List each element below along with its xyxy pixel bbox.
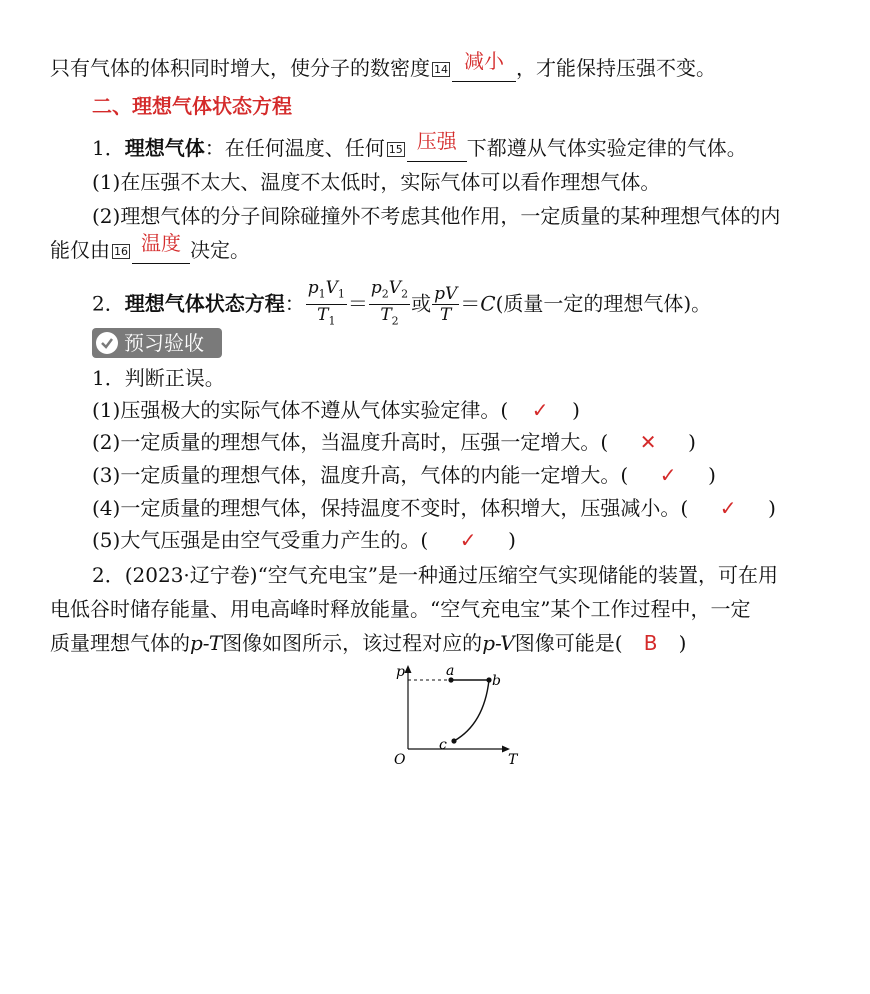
answer-blank (132, 231, 190, 264)
text: ) (508, 528, 516, 552)
q1-item (92, 526, 516, 554)
q1-title: 1．判断正误。 (92, 366, 225, 390)
text: (5)大气压强是由空气受重力产生的。( (92, 528, 429, 552)
text: (1)压强极大的实际气体不遵从气体实验定律。( (92, 398, 509, 422)
text: (2)一定质量的理想气体，当温度升高时，压强一定增大。( (92, 430, 609, 454)
item1-sub1: (1)在压强不太大、温度不太低时，实际气体可以看作理想气体。 (92, 170, 661, 194)
graph-type: p-T (190, 631, 223, 655)
text: 能仅由 (50, 238, 110, 262)
origin-label: O (394, 752, 406, 768)
tag-label: 预习验收 (124, 331, 204, 355)
point-b (486, 677, 491, 682)
blank-number: 14 (434, 63, 448, 76)
text: ) (708, 463, 716, 487)
q1-item (92, 461, 716, 489)
term: 理想气体状态方程 (124, 291, 285, 316)
judgement-mark: ✓ (459, 528, 477, 552)
text: ) (688, 430, 696, 454)
curve-bc (454, 680, 489, 741)
text: 只有气体的体积同时增大，使分子的数密度 (50, 56, 430, 80)
text: 图像如图所示，该过程对应的 (222, 631, 483, 655)
q1-item (92, 494, 776, 522)
answer-text: 减小 (464, 49, 504, 73)
answer-text: 温度 (141, 231, 181, 255)
text: ) (572, 398, 580, 422)
text: 下都遵从气体实验定律的气体。 (466, 136, 747, 160)
text: ) (678, 631, 687, 655)
fraction-p2v2-t2: $\frac{p_2V_2}{T_2}$ (370, 278, 409, 328)
fraction-p1v1-t1: $\frac{p_1V_1}{T_1}$ (307, 278, 345, 328)
text: (4)一定质量的理想气体，保持温度不变时，体积增大，压强减小。( (92, 496, 689, 520)
answer-blank (452, 49, 516, 82)
answer-choice: B (643, 631, 658, 655)
item1-sub2a: (2)理想气体的分子间除碰撞外不考虑其他作用，一定质量的某种理想气体的内 (92, 204, 781, 228)
fraction-pv-t: $\frac{pV}{T}$ (434, 284, 458, 326)
equals-sign: ＝ (460, 291, 481, 316)
text: 决定。 (190, 238, 250, 262)
line-density (50, 49, 716, 82)
p-t-graph (388, 660, 528, 770)
c-label: c (439, 737, 447, 753)
t-label: T (508, 752, 518, 768)
text: ) (768, 496, 776, 520)
judgement-mark: ✓ (531, 398, 549, 422)
term: 理想气体 (124, 136, 205, 160)
constant: C (480, 291, 496, 316)
text: 2． (92, 291, 125, 316)
judgement-mark: ✓ (719, 496, 737, 520)
p-label: p (396, 664, 405, 680)
answer-text: 压强 (416, 129, 457, 153)
blank-number: 15 (388, 143, 403, 156)
text: 图像可能是( (514, 631, 623, 655)
q2-line1: 2．(2023·辽宁卷)“空气充电宝”是一种通过压缩空气实现储能的装置，可在用 (92, 563, 779, 587)
p-axis-arrow (405, 665, 412, 673)
answer-blank (407, 129, 467, 162)
equals-sign: ＝ (347, 291, 368, 316)
section-title: 二、理想气体状态方程 (92, 94, 292, 118)
text: ，才能保持压强不变。 (516, 56, 716, 80)
q1-item (92, 396, 580, 424)
b-label: b (492, 673, 501, 689)
point-c (451, 738, 456, 743)
check-circle-icon (96, 332, 118, 354)
q2-line3 (50, 629, 686, 657)
q2-line2: 电低谷时储存能量、用电高峰时释放能量。“空气充电宝”某个工作过程中，一定 (50, 597, 751, 621)
item1-sub2b (50, 231, 250, 264)
blank-number: 16 (114, 245, 128, 258)
text: ：在任何温度、任何 (204, 136, 385, 160)
judgement-mark: ✓ (659, 463, 677, 487)
item-state-equation (92, 278, 711, 332)
q1-item (92, 428, 696, 456)
preview-check-tag (92, 328, 222, 358)
graph-type: p-V (482, 631, 515, 655)
text: ： (284, 291, 305, 316)
text: 或 (411, 291, 432, 316)
text: 1． (92, 136, 125, 160)
text: (质量一定的理想气体)。 (495, 291, 712, 316)
item-ideal-gas (92, 129, 747, 162)
text: 质量理想气体的 (50, 631, 190, 655)
text: (3)一定质量的理想气体，温度升高，气体的内能一定增大。( (92, 463, 629, 487)
a-label: a (446, 663, 455, 679)
judgement-mark: ✕ (639, 430, 657, 454)
